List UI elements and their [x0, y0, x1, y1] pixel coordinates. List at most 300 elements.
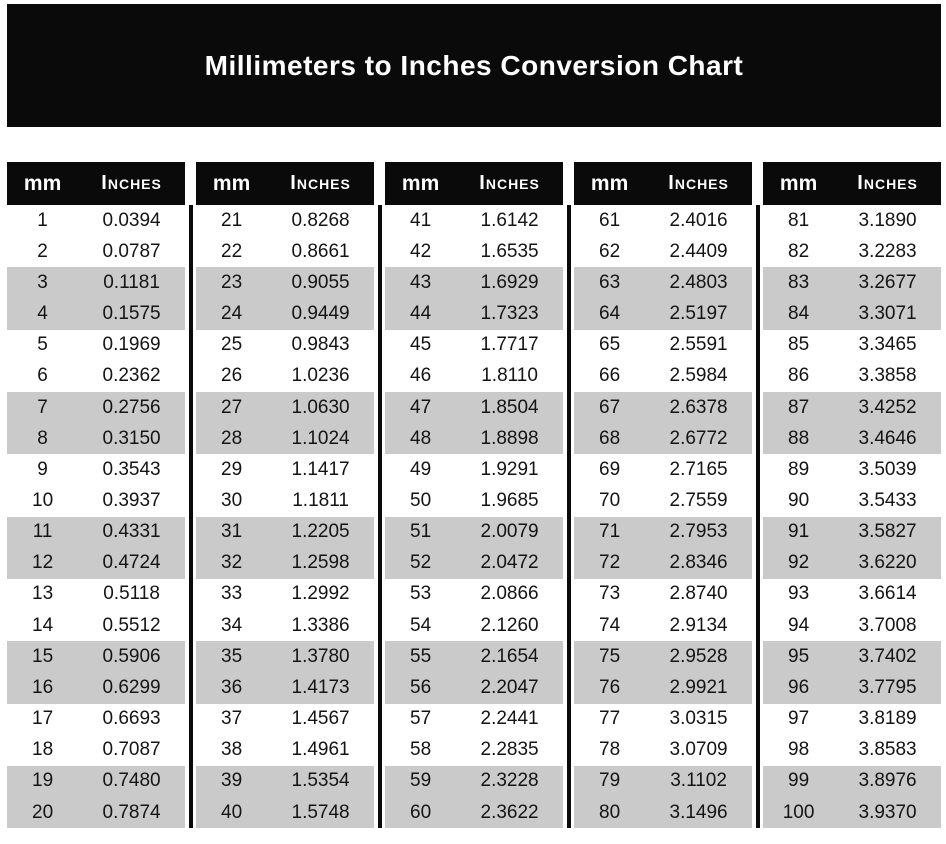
mm-value: 63 — [599, 271, 621, 293]
mm-value: 29 — [221, 458, 243, 480]
conversion-table-4 — [574, 162, 752, 828]
mm-value: 37 — [221, 708, 243, 730]
title-banner — [7, 4, 941, 127]
table-row — [574, 361, 752, 392]
mm-value: 54 — [410, 614, 432, 636]
table-row — [196, 517, 374, 548]
inches-value: 2.6772 — [669, 427, 728, 449]
mm-value: 92 — [788, 552, 810, 574]
table-row — [763, 797, 941, 828]
table-row — [385, 267, 563, 298]
inches-column-header: Inches — [857, 172, 918, 194]
mm-value: 96 — [788, 676, 810, 698]
table-row — [7, 579, 185, 610]
table-row — [385, 548, 563, 579]
mm-value: 43 — [410, 271, 432, 293]
mm-value: 48 — [410, 427, 432, 449]
inches-value: 1.2992 — [291, 583, 350, 605]
mm-value: 98 — [788, 739, 810, 761]
table-row — [385, 392, 563, 423]
table-row — [763, 236, 941, 267]
inches-value: 1.9291 — [480, 458, 539, 480]
table-row — [196, 454, 374, 485]
mm-value: 42 — [410, 240, 432, 262]
inches-value: 0.4724 — [102, 552, 161, 574]
inches-value: 0.2362 — [102, 365, 161, 387]
inches-value: 1.8110 — [481, 365, 538, 387]
table-row — [196, 579, 374, 610]
table-row — [763, 423, 941, 454]
inches-value: 1.3780 — [291, 645, 350, 667]
inches-value: 3.1496 — [669, 801, 728, 823]
mm-value: 1 — [37, 209, 48, 231]
table-divider — [374, 162, 385, 828]
inches-value: 3.3858 — [858, 365, 917, 387]
inches-value: 3.3071 — [858, 303, 917, 325]
conversion-table-2 — [196, 162, 374, 828]
inches-value: 2.9528 — [669, 645, 728, 667]
mm-value: 5 — [37, 334, 48, 356]
inches-value: 2.7559 — [669, 489, 728, 511]
mm-value: 50 — [410, 489, 432, 511]
table-row — [196, 361, 374, 392]
inches-value: 2.5984 — [669, 365, 728, 387]
table-row — [574, 672, 752, 703]
mm-value: 9 — [37, 458, 48, 480]
mm-value: 27 — [221, 396, 243, 418]
table-row — [7, 766, 185, 797]
inches-value: 2.4409 — [669, 240, 728, 262]
table-row — [763, 205, 941, 236]
table-row — [574, 423, 752, 454]
inches-value: 2.2835 — [480, 739, 539, 761]
mm-value: 69 — [599, 458, 621, 480]
table-row — [7, 610, 185, 641]
table-row — [763, 548, 941, 579]
inches-value: 2.8740 — [669, 583, 728, 605]
mm-value: 20 — [32, 801, 54, 823]
table-row — [7, 236, 185, 267]
table-row — [763, 641, 941, 672]
table-row — [385, 205, 563, 236]
table-row — [7, 641, 185, 672]
mm-value: 77 — [599, 708, 621, 730]
inches-value: 2.4803 — [669, 271, 728, 293]
table-row — [196, 797, 374, 828]
inches-value: 1.2205 — [291, 521, 350, 543]
table-row — [763, 298, 941, 329]
inches-value: 2.9134 — [669, 614, 728, 636]
inches-value: 1.1024 — [291, 427, 350, 449]
table-row — [763, 392, 941, 423]
mm-value: 95 — [788, 645, 810, 667]
inches-value: 0.3543 — [102, 458, 161, 480]
mm-value: 46 — [410, 365, 432, 387]
table-row — [196, 610, 374, 641]
inches-value: 2.9921 — [669, 676, 728, 698]
mm-value: 88 — [788, 427, 810, 449]
table-row — [574, 330, 752, 361]
table-row — [574, 641, 752, 672]
inches-value: 3.6614 — [858, 583, 917, 605]
mm-column-header: mm — [212, 171, 251, 195]
table-row — [763, 579, 941, 610]
table-row — [7, 735, 185, 766]
table-row — [385, 298, 563, 329]
inches-value: 3.0709 — [669, 739, 728, 761]
mm-value: 85 — [788, 334, 810, 356]
mm-value: 21 — [221, 209, 243, 231]
table-row — [385, 236, 563, 267]
inches-value: 3.8189 — [858, 708, 917, 730]
mm-value: 17 — [32, 708, 54, 730]
inches-value: 1.7323 — [480, 303, 539, 325]
table-row — [763, 267, 941, 298]
inches-value: 1.0630 — [291, 396, 350, 418]
mm-value: 13 — [32, 583, 54, 605]
mm-value: 8 — [37, 427, 48, 449]
mm-value: 35 — [221, 645, 243, 667]
mm-value: 99 — [788, 770, 810, 792]
mm-value: 81 — [788, 209, 810, 231]
mm-value: 79 — [599, 770, 621, 792]
inches-value: 3.9370 — [858, 801, 917, 823]
mm-value: 76 — [599, 676, 621, 698]
inches-value: 0.8661 — [291, 240, 350, 262]
page-title: Millimeters to Inches Conversion Chart — [204, 49, 744, 81]
mm-value: 51 — [410, 521, 432, 543]
inches-value: 3.6220 — [858, 552, 917, 574]
mm-value: 22 — [221, 240, 243, 262]
inches-value: 0.5906 — [102, 645, 161, 667]
table-row — [763, 766, 941, 797]
mm-value: 33 — [221, 583, 243, 605]
table-row — [7, 361, 185, 392]
mm-value: 23 — [221, 271, 243, 293]
mm-value: 87 — [788, 396, 810, 418]
mm-value: 62 — [599, 240, 621, 262]
table-divider — [185, 162, 196, 828]
table-row — [763, 517, 941, 548]
mm-value: 45 — [410, 334, 432, 356]
inches-value: 0.9843 — [291, 334, 350, 356]
inches-value: 1.6535 — [480, 240, 539, 262]
inches-value: 1.5748 — [291, 801, 350, 823]
table-row — [7, 517, 185, 548]
table-row — [196, 704, 374, 735]
mm-value: 66 — [599, 365, 621, 387]
mm-value: 11 — [32, 521, 53, 543]
inches-value: 2.1260 — [480, 614, 539, 636]
table-header — [574, 162, 752, 205]
table-divider — [563, 162, 574, 828]
mm-value: 14 — [32, 614, 54, 636]
table-row — [7, 548, 185, 579]
mm-value: 94 — [788, 614, 810, 636]
mm-column-header: mm — [23, 171, 62, 195]
mm-value: 59 — [410, 770, 432, 792]
inches-value: 0.7480 — [102, 770, 161, 792]
inches-value: 2.4016 — [669, 209, 728, 231]
table-row — [763, 610, 941, 641]
inches-value: 0.5118 — [103, 583, 160, 605]
inches-value: 1.8898 — [480, 427, 539, 449]
table-divider-line — [378, 205, 382, 828]
conversion-table-3 — [385, 162, 563, 828]
inches-value: 1.6142 — [480, 209, 539, 231]
inches-value: 3.2283 — [858, 240, 917, 262]
inches-column-header: Inches — [479, 172, 540, 194]
table-row — [763, 704, 941, 735]
mm-value: 61 — [599, 209, 621, 231]
table-row — [574, 766, 752, 797]
inches-value: 2.1654 — [480, 645, 539, 667]
inches-value: 2.5197 — [669, 303, 728, 325]
inches-value: 3.3465 — [858, 334, 917, 356]
inches-value: 0.7874 — [102, 801, 161, 823]
mm-value: 19 — [32, 770, 54, 792]
mm-value: 6 — [37, 365, 48, 387]
table-divider-line — [756, 205, 760, 828]
inches-value: 1.4961 — [291, 739, 350, 761]
table-row — [385, 735, 563, 766]
inches-value: 0.9055 — [291, 271, 350, 293]
mm-value: 47 — [410, 396, 432, 418]
mm-value: 55 — [410, 645, 432, 667]
table-row — [385, 579, 563, 610]
inches-value: 3.1102 — [670, 770, 727, 792]
inches-column-header: Inches — [101, 172, 162, 194]
mm-value: 82 — [788, 240, 810, 262]
mm-value: 7 — [37, 396, 48, 418]
inches-value: 0.9449 — [291, 303, 350, 325]
table-row — [7, 392, 185, 423]
table-row — [574, 392, 752, 423]
mm-value: 65 — [599, 334, 621, 356]
mm-value: 84 — [788, 303, 810, 325]
inches-value: 0.1575 — [102, 303, 161, 325]
inches-value: 3.7008 — [858, 614, 917, 636]
table-row — [574, 298, 752, 329]
mm-value: 40 — [221, 801, 243, 823]
mm-value: 31 — [221, 521, 243, 543]
conversion-table-1 — [7, 162, 185, 828]
mm-value: 26 — [221, 365, 243, 387]
table-row — [574, 735, 752, 766]
table-row — [196, 735, 374, 766]
mm-value: 3 — [37, 271, 48, 293]
inches-value: 1.2598 — [291, 552, 350, 574]
table-row — [196, 298, 374, 329]
mm-column-header: mm — [590, 171, 629, 195]
mm-value: 30 — [221, 489, 243, 511]
mm-value: 72 — [599, 552, 621, 574]
inches-value: 1.1417 — [291, 458, 350, 480]
mm-value: 71 — [599, 521, 621, 543]
mm-value: 56 — [410, 676, 432, 698]
mm-value: 4 — [37, 303, 48, 325]
inches-value: 0.0787 — [102, 240, 161, 262]
mm-value: 93 — [788, 583, 810, 605]
table-row — [574, 236, 752, 267]
inches-value: 2.0472 — [480, 552, 539, 574]
mm-value: 86 — [788, 365, 810, 387]
inches-value: 1.5354 — [291, 770, 350, 792]
table-row — [385, 423, 563, 454]
inches-value: 3.4646 — [858, 427, 917, 449]
table-row — [196, 236, 374, 267]
table-row — [574, 579, 752, 610]
table-row — [7, 704, 185, 735]
inches-value: 0.7087 — [102, 739, 161, 761]
mm-value: 52 — [410, 552, 432, 574]
table-row — [196, 267, 374, 298]
mm-value: 90 — [788, 489, 810, 511]
inches-value: 1.8504 — [480, 396, 539, 418]
table-row — [385, 485, 563, 516]
table-row — [385, 361, 563, 392]
mm-value: 89 — [788, 458, 810, 480]
inches-value: 1.9685 — [480, 489, 539, 511]
table-row — [385, 672, 563, 703]
inches-value: 2.6378 — [669, 396, 728, 418]
inches-value: 1.4173 — [291, 676, 350, 698]
mm-value: 97 — [788, 708, 810, 730]
table-row — [196, 423, 374, 454]
table-row — [763, 672, 941, 703]
table-row — [574, 267, 752, 298]
table-row — [196, 641, 374, 672]
inches-value: 0.5512 — [102, 614, 161, 636]
inches-value: 3.5039 — [858, 458, 917, 480]
table-row — [7, 330, 185, 361]
inches-value: 3.1890 — [858, 209, 917, 231]
table-row — [7, 672, 185, 703]
mm-value: 83 — [788, 271, 810, 293]
table-row — [574, 205, 752, 236]
table-row — [7, 423, 185, 454]
table-row — [7, 485, 185, 516]
mm-value: 15 — [32, 645, 54, 667]
table-row — [196, 330, 374, 361]
inches-value: 0.3937 — [102, 489, 161, 511]
inches-value: 0.4331 — [102, 521, 161, 543]
table-row — [574, 485, 752, 516]
mm-value: 32 — [221, 552, 243, 574]
inches-value: 0.1969 — [102, 334, 161, 356]
inches-value: 2.3228 — [480, 770, 539, 792]
inches-value: 0.1181 — [103, 271, 160, 293]
table-row — [385, 641, 563, 672]
table-row — [574, 610, 752, 641]
mm-value: 28 — [221, 427, 243, 449]
inches-value: 3.5827 — [858, 521, 917, 543]
mm-value: 44 — [410, 303, 432, 325]
mm-value: 67 — [599, 396, 621, 418]
table-row — [763, 361, 941, 392]
table-row — [763, 330, 941, 361]
mm-column-header: mm — [779, 171, 818, 195]
inches-value: 2.0866 — [480, 583, 539, 605]
table-row — [7, 267, 185, 298]
conversion-table-5 — [763, 162, 941, 828]
mm-value: 73 — [599, 583, 621, 605]
inches-value: 2.8346 — [669, 552, 728, 574]
table-row — [196, 548, 374, 579]
mm-value: 68 — [599, 427, 621, 449]
inches-value: 3.0315 — [669, 708, 728, 730]
table-row — [574, 548, 752, 579]
table-row — [196, 205, 374, 236]
table-header — [196, 162, 374, 205]
inches-value: 3.2677 — [858, 271, 917, 293]
mm-value: 75 — [599, 645, 621, 667]
table-row — [763, 454, 941, 485]
mm-value: 10 — [32, 489, 54, 511]
inches-value: 2.2047 — [480, 676, 539, 698]
inches-value: 0.0394 — [102, 209, 161, 231]
mm-value: 80 — [599, 801, 621, 823]
mm-value: 39 — [221, 770, 243, 792]
mm-value: 18 — [32, 739, 54, 761]
inches-value: 1.1811 — [292, 489, 349, 511]
table-row — [763, 735, 941, 766]
mm-value: 64 — [599, 303, 621, 325]
inches-value: 1.6929 — [480, 271, 539, 293]
mm-value: 36 — [221, 676, 243, 698]
mm-value: 25 — [221, 334, 243, 356]
mm-value: 60 — [410, 801, 432, 823]
table-row — [7, 205, 185, 236]
mm-value: 58 — [410, 739, 432, 761]
inches-value: 2.5591 — [669, 334, 728, 356]
mm-value: 74 — [599, 614, 621, 636]
table-row — [385, 704, 563, 735]
table-row — [7, 797, 185, 828]
table-row — [763, 485, 941, 516]
inches-value: 3.8583 — [858, 739, 917, 761]
table-row — [7, 454, 185, 485]
mm-value: 53 — [410, 583, 432, 605]
mm-value: 34 — [221, 614, 243, 636]
inches-value: 2.0079 — [480, 521, 539, 543]
inches-value: 3.8976 — [858, 770, 917, 792]
table-row — [385, 454, 563, 485]
mm-value: 41 — [410, 209, 432, 231]
table-row — [574, 454, 752, 485]
table-row — [196, 766, 374, 797]
mm-value: 91 — [788, 521, 810, 543]
mm-value: 70 — [599, 489, 621, 511]
table-divider-line — [567, 205, 571, 828]
inches-column-header: Inches — [668, 172, 729, 194]
table-row — [385, 797, 563, 828]
table-row — [196, 485, 374, 516]
inches-value: 1.0236 — [291, 365, 350, 387]
table-row — [196, 392, 374, 423]
mm-value: 38 — [221, 739, 243, 761]
inches-value: 0.6693 — [102, 708, 161, 730]
inches-value: 0.3150 — [102, 427, 161, 449]
mm-value: 2 — [37, 240, 48, 262]
table-row — [574, 797, 752, 828]
inches-value: 3.7402 — [858, 645, 917, 667]
mm-value: 16 — [32, 676, 54, 698]
tables-container — [7, 162, 941, 828]
inches-value: 0.2756 — [102, 396, 161, 418]
mm-value: 57 — [410, 708, 432, 730]
table-header — [763, 162, 941, 205]
